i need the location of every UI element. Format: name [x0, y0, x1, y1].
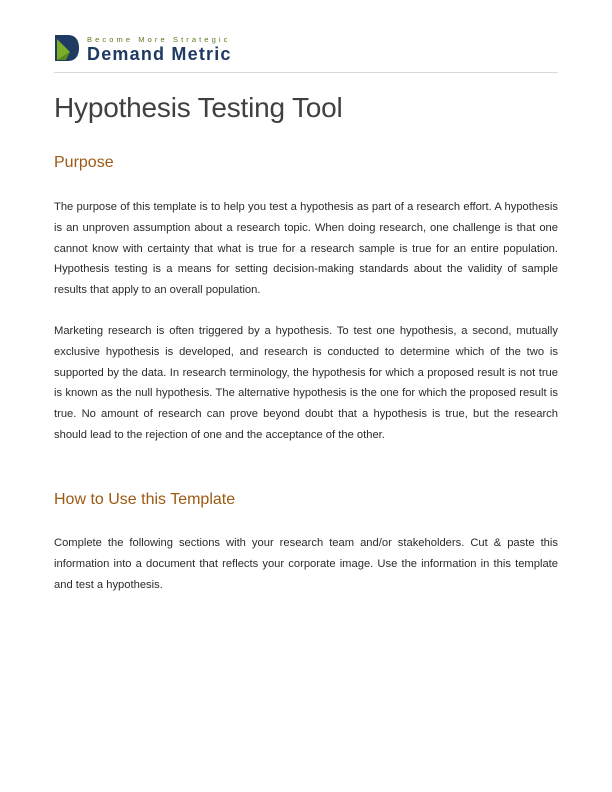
purpose-paragraph-2: Marketing research is often triggered by a hypothesis. To test one hypothesis, a second, mutually exclusive hypothesis is developed, and research is conducted to determine which of the two is supported by the data. In research terminology, the hypothesis for which a proposed result is not true is known as the null hypothesis. The alternative hypothesis is the one for which the proposed result is true. No amount of research can prove beyond doubt that a hypothesis is true, but the research should lead to the rejection of one and the acceptance of the other.: [54, 325, 558, 441]
how-to-use-paragraph: Complete the following sections with your research team and/or stakeholders. Cut & paste this information into a document that reflects your corporate image. Use the information in this template and test a hypothesis.: [54, 537, 558, 591]
brand-first-word: Demand: [87, 44, 166, 64]
header-divider: [54, 72, 558, 73]
section-heading-how-to-use: How to Use this Template: [54, 491, 236, 508]
demand-metric-logo: [54, 34, 294, 64]
brand-second-word: Metric: [171, 44, 232, 64]
logo-tagline: Become More Strategic: [87, 35, 231, 44]
section-heading-purpose: Purpose: [54, 154, 114, 171]
logo-brand-name: [87, 44, 232, 65]
purpose-paragraph-1: The purpose of this template is to help you test a hypothesis as part of a research effort. A hypothesis is an unproven assumption about a research topic. When doing research, one challenge is that one cannot know with certainty that what is true for a research sample is true for an entire population. Hypothesis testing is a means for setting decision-making standards about the validity of sample results that apply to an overall population.: [54, 201, 558, 297]
document-title: Hypothesis Testing Tool: [54, 92, 343, 123]
logo-mark-icon: [54, 34, 80, 62]
